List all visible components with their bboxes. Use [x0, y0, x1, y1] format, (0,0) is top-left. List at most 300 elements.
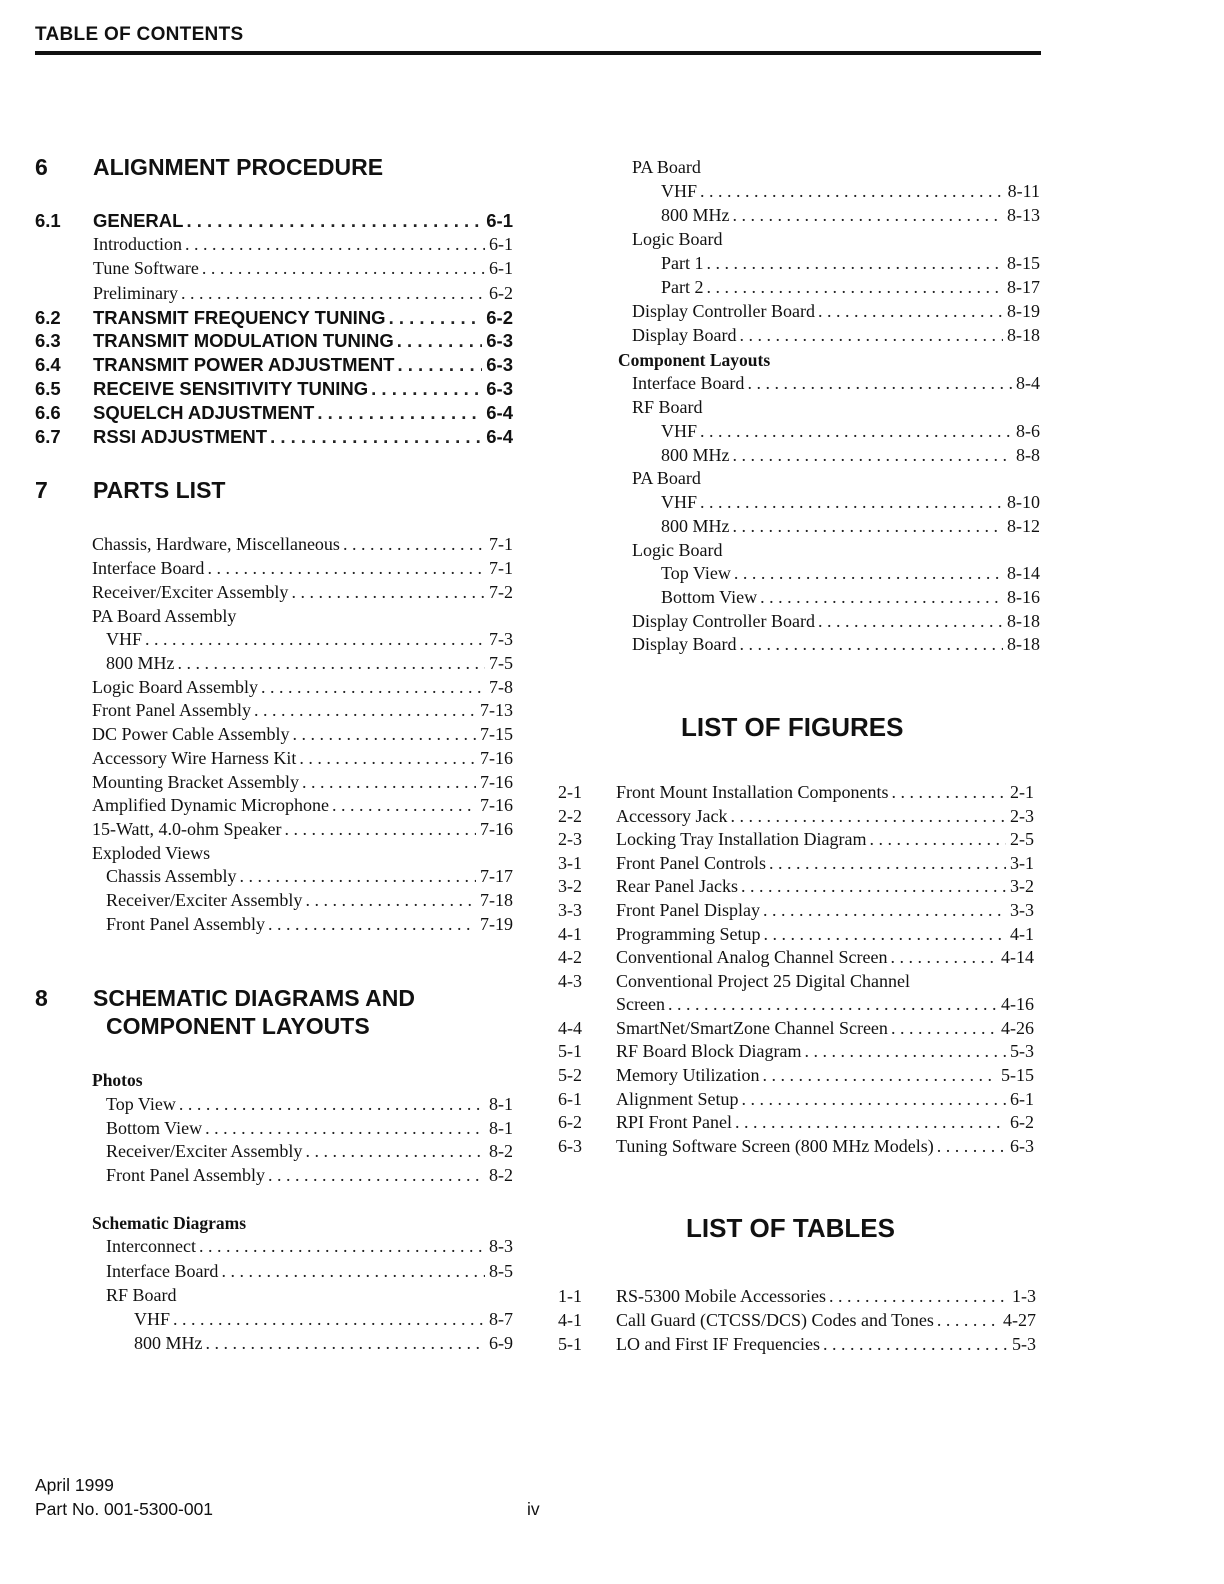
entry-page: 8-18: [1007, 611, 1040, 631]
toc-entry[interactable]: [558, 900, 1034, 924]
toc-entry[interactable]: [558, 947, 1034, 971]
dot-leader: [707, 277, 1004, 298]
dot-leader: [302, 772, 476, 793]
dot-leader: [397, 330, 482, 352]
entry-page: 7-5: [489, 653, 513, 673]
toc-entry[interactable]: [35, 234, 513, 258]
entry-page: 8-14: [1007, 563, 1040, 583]
dot-leader: [739, 325, 1003, 346]
toc-entry[interactable]: [558, 971, 1034, 995]
entry-page: 7-18: [480, 890, 513, 910]
toc-entry[interactable]: [632, 325, 1040, 349]
toc-entry[interactable]: [92, 843, 513, 867]
entry-page: 6-2: [486, 307, 513, 328]
entry-label: RF Board Block Diagram: [616, 1041, 802, 1061]
dot-leader: [742, 1089, 1007, 1110]
toc-entry[interactable]: [632, 492, 1040, 516]
dot-leader: [207, 558, 485, 579]
toc-entry[interactable]: [558, 1018, 1034, 1042]
toc-entry[interactable]: [35, 330, 513, 354]
dot-leader: [291, 582, 485, 603]
dot-leader: [730, 806, 1006, 827]
dot-leader: [700, 492, 1003, 513]
dot-leader: [890, 947, 997, 968]
section-8-title-line1: SCHEMATIC DIAGRAMS AND: [93, 985, 415, 1011]
entry-page: 6-9: [489, 1333, 513, 1353]
toc-entry[interactable]: [35, 307, 513, 331]
toc-entry[interactable]: [35, 402, 513, 426]
entry-page: 7-1: [489, 534, 513, 554]
entry-page: 2-1: [1010, 782, 1034, 802]
entry-number: 5-1: [558, 1041, 582, 1061]
section-7-title: PARTS LIST: [93, 477, 226, 503]
entry-page: 7-16: [480, 819, 513, 839]
entry-page: 3-2: [1010, 876, 1034, 896]
toc-entry[interactable]: [35, 283, 513, 307]
entry-label: Amplified Dynamic Microphone: [92, 795, 329, 815]
toc-entry[interactable]: [558, 1310, 1036, 1334]
entry-label: TRANSMIT POWER ADJUSTMENT: [93, 354, 395, 375]
entry-label: Interface Board: [106, 1261, 219, 1281]
entry-label: Conventional Analog Channel Screen: [616, 947, 888, 967]
entry-page: 8-13: [1007, 205, 1040, 225]
toc-entry[interactable]: [92, 724, 513, 748]
footer-page-number: iv: [527, 1499, 540, 1519]
dot-leader: [760, 587, 1003, 608]
entry-number: 6.2: [35, 307, 61, 328]
toc-entry[interactable]: [632, 301, 1040, 325]
entry-label: DC Power Cable Assembly: [92, 724, 290, 744]
entry-page: 7-8: [489, 677, 513, 697]
entry-label: VHF: [106, 629, 143, 649]
entry-label: Programming Setup: [616, 924, 761, 944]
entry-label: Part 1: [661, 253, 704, 273]
entry-page: 8-2: [489, 1165, 513, 1185]
toc-entry[interactable]: [558, 806, 1034, 830]
dot-leader: [181, 283, 485, 304]
entry-label: Memory Utilization: [616, 1065, 760, 1085]
entry-label: Display Board: [632, 325, 737, 345]
toc-entry[interactable]: [558, 876, 1034, 900]
footer-date: April 1999: [35, 1475, 114, 1495]
dot-leader: [869, 829, 1006, 850]
entry-label: RF Board: [632, 397, 703, 417]
entry-page: 8-2: [489, 1141, 513, 1161]
entry-number: 6.6: [35, 402, 61, 423]
entry-label: Receiver/Exciter Assembly: [106, 1141, 303, 1161]
toc-entry[interactable]: [632, 421, 1040, 445]
entry-label: PA Board: [632, 468, 701, 488]
section-8-heading: [35, 985, 415, 1012]
toc-entry[interactable]: [632, 229, 1040, 253]
entry-page: 6-4: [486, 426, 513, 447]
toc-entry[interactable]: [558, 1286, 1036, 1310]
entry-number: 1-1: [558, 1286, 582, 1306]
entry-page: 6-1: [489, 258, 513, 278]
toc-entry[interactable]: [558, 782, 1034, 806]
entry-label: Interface Board: [92, 558, 205, 578]
entry-page: 8-18: [1007, 634, 1040, 654]
dot-leader: [937, 1136, 1006, 1157]
entry-number: 4-4: [558, 1018, 582, 1038]
dot-leader: [739, 634, 1003, 655]
entry-label: Preliminary: [93, 283, 178, 303]
entry-number: 3-3: [558, 900, 582, 920]
toc-entry[interactable]: [35, 258, 513, 282]
dot-leader: [769, 853, 1006, 874]
dot-leader: [285, 819, 476, 840]
entry-label: Interface Board: [632, 373, 745, 393]
entry-page: 7-17: [480, 866, 513, 886]
entry-page: 8-17: [1007, 277, 1040, 297]
toc-entry[interactable]: [35, 210, 513, 234]
entry-page: 8-5: [489, 1261, 513, 1281]
toc-entry[interactable]: [92, 890, 513, 914]
entry-label: Display Controller Board: [632, 611, 815, 631]
toc-entry[interactable]: [558, 829, 1034, 853]
entry-number: 6.1: [35, 210, 61, 231]
toc-entry[interactable]: [558, 853, 1034, 877]
toc-entry[interactable]: [632, 157, 1040, 181]
toc-entry[interactable]: [558, 994, 1034, 1018]
entry-label: Front Mount Installation Components: [616, 782, 889, 802]
toc-entry[interactable]: [558, 1136, 1034, 1160]
entry-number: 4-1: [558, 924, 582, 944]
entry-page: 7-1: [489, 558, 513, 578]
entry-page: 6-1: [489, 234, 513, 254]
section-7-heading: [35, 477, 225, 504]
entry-page: 8-10: [1007, 492, 1040, 512]
dot-leader: [305, 890, 476, 911]
toc-entry[interactable]: [92, 582, 513, 606]
toc-entry[interactable]: [632, 611, 1040, 635]
section-6-title: ALIGNMENT PROCEDURE: [93, 154, 384, 180]
entry-label: 800 MHz: [661, 516, 730, 536]
dot-leader: [762, 1065, 997, 1086]
entry-page: 7-16: [480, 772, 513, 792]
toc-entry[interactable]: [35, 426, 513, 450]
entry-page: 7-19: [480, 914, 513, 934]
entry-page: 6-3: [486, 330, 513, 351]
entry-label: RPI Front Panel: [616, 1112, 733, 1132]
dot-leader: [818, 301, 1003, 322]
entry-number: 2-3: [558, 829, 582, 849]
dot-leader: [305, 1141, 485, 1162]
entry-label: Tune Software: [93, 258, 199, 278]
entry-number: 2-2: [558, 806, 582, 826]
section-8-number: 8: [35, 985, 48, 1011]
entry-label: Alignment Setup: [616, 1089, 739, 1109]
dot-leader: [707, 253, 1004, 274]
entry-number: 5-2: [558, 1065, 582, 1085]
toc-entry[interactable]: [632, 181, 1040, 205]
entry-label: Receiver/Exciter Assembly: [106, 890, 303, 910]
toc-entry[interactable]: [92, 677, 513, 701]
toc-entry[interactable]: [92, 653, 513, 677]
entry-label: Rear Panel Jacks: [616, 876, 738, 896]
dot-leader: [173, 1309, 485, 1330]
toc-entry[interactable]: [92, 866, 513, 890]
section-8-heading-line2: [106, 1013, 370, 1040]
toc-entry[interactable]: [92, 748, 513, 772]
entry-page: 8-1: [489, 1094, 513, 1114]
entry-page: 8-12: [1007, 516, 1040, 536]
dot-leader: [178, 653, 486, 674]
entry-label: Screen: [616, 994, 665, 1014]
toc-entry[interactable]: [106, 1261, 513, 1285]
dot-leader: [179, 1094, 485, 1115]
dot-leader: [145, 629, 485, 650]
entry-label: 800 MHz: [106, 653, 175, 673]
toc-entry[interactable]: [632, 468, 1040, 492]
toc-entry[interactable]: [92, 629, 513, 653]
entry-page: 8-1: [489, 1118, 513, 1138]
entry-number: 4-3: [558, 971, 582, 991]
entry-label: Logic Board: [632, 540, 723, 560]
entry-page: 4-1: [1010, 924, 1034, 944]
entry-page: 5-3: [1010, 1041, 1034, 1061]
entry-page: 8-11: [1007, 181, 1040, 201]
entry-page: 6-1: [486, 210, 513, 231]
entry-page: 7-3: [489, 629, 513, 649]
toc-entry[interactable]: [92, 534, 513, 558]
entry-label: Top View: [661, 563, 731, 583]
entry-page: 6-2: [1010, 1112, 1034, 1132]
entry-number: 4-2: [558, 947, 582, 967]
entry-label: SmartNet/SmartZone Channel Screen: [616, 1018, 888, 1038]
toc-entry[interactable]: [632, 634, 1040, 658]
entry-number: 4-1: [558, 1310, 582, 1330]
entry-label: Bottom View: [106, 1118, 203, 1138]
dot-leader: [254, 700, 476, 721]
dot-leader: [804, 1041, 1006, 1062]
entry-label: 800 MHz: [134, 1333, 203, 1353]
entry-page: 8-8: [1016, 445, 1040, 465]
entry-label: Display Controller Board: [632, 301, 815, 321]
entry-page: 6-3: [486, 354, 513, 375]
toc-entry[interactable]: [92, 700, 513, 724]
entry-page: 3-1: [1010, 853, 1034, 873]
entry-label: Front Panel Assembly: [106, 1165, 266, 1185]
dot-leader: [668, 994, 997, 1015]
entry-label: PA Board Assembly: [92, 606, 237, 626]
footer-part-number: Part No. 001-5300-001: [35, 1499, 214, 1519]
entry-number: 2-1: [558, 782, 582, 802]
dot-leader: [221, 1261, 485, 1282]
entry-number: 6-1: [558, 1089, 582, 1109]
toc-entry[interactable]: [632, 373, 1040, 397]
dot-leader: [734, 563, 1003, 584]
entry-label: Front Panel Assembly: [106, 914, 266, 934]
dot-leader: [206, 1333, 486, 1354]
entry-number: 6-3: [558, 1136, 582, 1156]
entry-page: 8-18: [1007, 325, 1040, 345]
entry-page: 7-16: [480, 795, 513, 815]
entry-page: 8-4: [1016, 373, 1040, 393]
entry-page: 8-15: [1007, 253, 1040, 273]
entry-number: 6.4: [35, 354, 61, 375]
entry-label: Chassis, Hardware, Miscellaneous: [92, 534, 340, 554]
toc-entry[interactable]: [632, 563, 1040, 587]
entry-page: 6-1: [1010, 1089, 1034, 1109]
entry-page: 2-5: [1010, 829, 1034, 849]
toc-entry[interactable]: [632, 205, 1040, 229]
entry-label: 800 MHz: [661, 205, 730, 225]
entry-page: 4-16: [1001, 994, 1034, 1014]
toc-entry[interactable]: [558, 1041, 1034, 1065]
entry-label: Chassis Assembly: [106, 866, 237, 886]
toc-entry[interactable]: [632, 277, 1040, 301]
header-rule: [35, 51, 1041, 55]
dot-leader: [700, 421, 1012, 442]
toc-entry[interactable]: [558, 924, 1034, 948]
toc-entry[interactable]: [92, 914, 513, 938]
toc-entry[interactable]: [558, 1065, 1034, 1089]
dot-leader: [332, 795, 476, 816]
entry-page: 6-2: [489, 283, 513, 303]
entry-label: Tuning Software Screen (800 MHz Models): [616, 1136, 934, 1156]
entry-label: GENERAL: [93, 210, 184, 231]
toc-entry[interactable]: [92, 795, 513, 819]
toc-entry[interactable]: [632, 516, 1040, 540]
dot-leader: [268, 1165, 485, 1186]
photos-heading: Photos: [92, 1070, 143, 1090]
toc-entry[interactable]: [92, 772, 513, 796]
entry-label: Logic Board Assembly: [92, 677, 258, 697]
toc-entry[interactable]: [106, 1285, 513, 1309]
entry-label: Front Panel Controls: [616, 853, 767, 873]
entry-label: Call Guard (CTCSS/DCS) Codes and Tones: [616, 1310, 934, 1330]
entry-label: Accessory Jack: [616, 806, 728, 826]
section-7-number: 7: [35, 477, 48, 503]
dot-leader: [733, 445, 1013, 466]
dot-leader: [268, 914, 476, 935]
entry-label: Conventional Project 25 Digital Channel: [616, 971, 910, 991]
toc-entry[interactable]: [632, 587, 1040, 611]
toc-entry[interactable]: [35, 354, 513, 378]
toc-entry[interactable]: [632, 397, 1040, 421]
entry-number: 6.3: [35, 330, 61, 351]
section-6-heading: [35, 154, 383, 181]
dot-leader: [261, 677, 485, 698]
toc-entry[interactable]: [106, 1141, 513, 1165]
dot-leader: [270, 426, 482, 448]
dot-leader: [371, 378, 482, 400]
toc-entry[interactable]: [106, 1236, 513, 1260]
entry-page: 3-3: [1010, 900, 1034, 920]
dot-leader: [700, 181, 1004, 202]
entry-label: RF Board: [106, 1285, 177, 1305]
toc-entry[interactable]: [632, 445, 1040, 469]
entry-label: Top View: [106, 1094, 176, 1114]
dot-leader: [202, 258, 485, 279]
toc-entry[interactable]: [106, 1333, 513, 1357]
toc-entry[interactable]: [92, 606, 513, 630]
dot-leader: [205, 1118, 485, 1139]
section-8-title-line2: COMPONENT LAYOUTS: [106, 1013, 370, 1039]
entry-page: 8-3: [489, 1236, 513, 1256]
entry-page: 7-15: [480, 724, 513, 744]
entry-label: SQUELCH ADJUSTMENT: [93, 402, 315, 423]
entry-label: TRANSMIT MODULATION TUNING: [93, 330, 394, 351]
list-of-figures-title: LIST OF FIGURES: [681, 712, 904, 742]
dot-leader: [733, 205, 1004, 226]
entry-label: Accessory Wire Harness Kit: [92, 748, 297, 768]
toc-entry[interactable]: [92, 558, 513, 582]
entry-page: 2-3: [1010, 806, 1034, 826]
entry-label: VHF: [134, 1309, 171, 1329]
toc-entry[interactable]: [558, 1334, 1036, 1358]
entry-label: Interconnect: [106, 1236, 196, 1256]
list-of-tables-title: LIST OF TABLES: [686, 1213, 895, 1243]
entry-page: 4-14: [1001, 947, 1034, 967]
entry-label: RSSI ADJUSTMENT: [93, 426, 268, 447]
dot-leader: [733, 516, 1004, 537]
schematic-heading: Schematic Diagrams: [92, 1213, 247, 1233]
entry-label: Locking Tray Installation Diagram: [616, 829, 867, 849]
section-6-number: 6: [35, 154, 48, 180]
entry-label: Front Panel Assembly: [92, 700, 252, 720]
dot-leader: [343, 534, 485, 555]
entry-number: 5-1: [558, 1334, 582, 1354]
entry-page: 8-6: [1016, 421, 1040, 441]
entry-number: 6-2: [558, 1112, 582, 1132]
toc-entry[interactable]: [106, 1309, 513, 1333]
entry-label: RS-5300 Mobile Accessories: [616, 1286, 826, 1306]
toc-entry[interactable]: [558, 1112, 1034, 1136]
dot-leader: [299, 748, 476, 769]
entry-label: 800 MHz: [661, 445, 730, 465]
entry-page: 7-16: [480, 748, 513, 768]
dot-leader: [240, 866, 476, 887]
toc-entry[interactable]: [558, 1089, 1034, 1113]
dot-leader: [892, 782, 1007, 803]
dot-leader: [389, 307, 483, 329]
toc-entry[interactable]: [106, 1094, 513, 1118]
entry-label: LO and First IF Frequencies: [616, 1334, 820, 1354]
entry-page: 6-4: [486, 402, 513, 423]
toc-entry[interactable]: [632, 253, 1040, 277]
entry-page: 4-26: [1001, 1018, 1034, 1038]
dot-leader: [293, 724, 477, 745]
entry-number: 3-1: [558, 853, 582, 873]
toc-entry[interactable]: [92, 819, 513, 843]
dot-leader: [747, 373, 1012, 394]
entry-label: Part 2: [661, 277, 704, 297]
dot-leader: [891, 1018, 997, 1039]
dot-leader: [823, 1334, 1008, 1355]
toc-entry[interactable]: [106, 1165, 513, 1189]
entry-page: 7-13: [480, 700, 513, 720]
entry-label: VHF: [661, 492, 698, 512]
toc-entry[interactable]: [35, 378, 513, 402]
toc-entry[interactable]: [632, 540, 1040, 564]
entry-page: 6-3: [486, 378, 513, 399]
dot-leader: [735, 1112, 1006, 1133]
entry-page: 8-19: [1007, 301, 1040, 321]
entry-number: 6.5: [35, 378, 61, 399]
entry-label: Front Panel Display: [616, 900, 760, 920]
entry-label: Mounting Bracket Assembly: [92, 772, 299, 792]
entry-label: VHF: [661, 181, 698, 201]
dot-leader: [397, 354, 482, 376]
toc-entry[interactable]: [106, 1118, 513, 1142]
entry-label: 15-Watt, 4.0-ohm Speaker: [92, 819, 282, 839]
entry-page: 6-3: [1010, 1136, 1034, 1156]
dot-leader: [763, 900, 1006, 921]
entry-page: 8-7: [489, 1309, 513, 1329]
entry-page: 5-3: [1012, 1334, 1036, 1354]
